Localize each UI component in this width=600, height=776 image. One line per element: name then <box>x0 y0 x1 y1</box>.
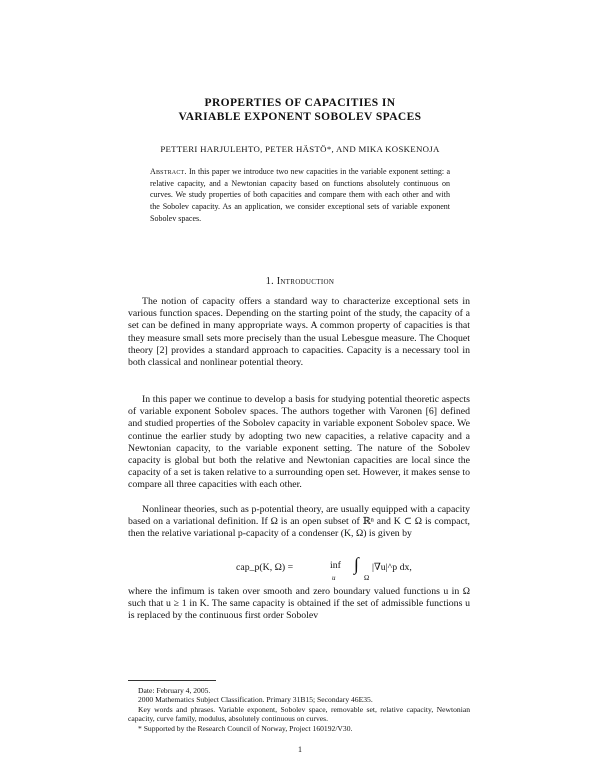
paper-title <box>0 96 600 124</box>
page-number: 1 <box>298 745 302 754</box>
paragraph-text: The notion of capacity offers a standard way to characterize exceptional sets in various function spaces. Depending on the starting point of the study, the capacity of a set can be defined in many appropriate ways. A common property of capacities is that they measure small sets more precisely than the usual Lebesgue measure. The Choquet theory [2] provides a standard approach to capacities. Capacity is a necessary tool in both classical and nonlinear potential theory. <box>128 296 470 369</box>
intro-paragraph-4 <box>128 586 470 623</box>
footnote-keywords: Key words and phrases. Variable exponent, Sobolev space, removable set, relative capacity, Newtonian capacity, curve family, modulus, absolutely continuous on curves. <box>128 704 470 724</box>
abstract-text: In this paper we introduce two new capacities in the variable exponent setting: a relative capacity, and a Newtonian capacity based on functions absolutely continuous on curves. We study properties of both capacities and compare them with each other and with the Sobolev capacity. As an application, we consider exceptional sets of variable exponent Sobolev spaces. <box>150 167 451 223</box>
paragraph-text: In this paper we continue to develop a basis for studying potential theoretic aspects of variable exponent Sobolev spaces. The authors together with Varonen [6] defined and studied properties of the Sobolev capacity in variable exponent Sobolev space. We continue the earlier study by adopting two new capacities, a relative capacity and a Newtonian capacity, to the variable exponent setting. The nature of the Sobolev capacity is global but both the relative and Newtonian capacities are local since the capacity of a set is taken relative to a surrounding open set. However, it makes sense to compare all three capacities with each other. <box>128 394 470 491</box>
intro-paragraph-2 <box>128 394 470 492</box>
intro-paragraph-1 <box>128 296 470 369</box>
integral-subscript: Ω <box>364 574 370 582</box>
author-list: PETTERI HARJULEHTO, PETER HÄSTÖ*, AND MIKA KOSKENOJA <box>160 144 440 154</box>
footnote-rule <box>128 680 216 681</box>
paragraph-text: where the infimum is taken over smooth and zero boundary valued functions u in Ω such that u ≥ 1 in K. The same capacity is obtained if the set of admissible functions u is replaced by the continuous first order Sobolev <box>128 586 470 622</box>
formula-inf: inf <box>330 560 341 571</box>
paragraph-text: Nonlinear theories, such as p-potential theory, are usually equipped with a capacity based on a variational definition. If Ω is an open subset of ℝⁿ and K ⊂ Ω is compact, then the relative variational p-capacity of a condenser (K, Ω) is given by <box>128 504 470 540</box>
abstract-label: Abstract. <box>150 167 187 176</box>
title-line-1: PROPERTIES OF CAPACITIES IN <box>204 97 396 109</box>
section-heading: 1. Introduction <box>265 276 335 287</box>
abstract <box>150 166 450 225</box>
formula-inf-subscript: u <box>332 574 336 582</box>
intro-paragraph-3 <box>128 504 470 541</box>
title-line-2: VARIABLE EXPONENT SOBOLEV SPACES <box>178 111 422 123</box>
capacity-formula <box>236 556 436 582</box>
footnote-date: Date: February 4, 2005. <box>138 686 211 695</box>
footnote-support: * Supported by the Research Council of Norway, Project 160192/V30. <box>138 723 353 733</box>
footnotes <box>128 686 470 733</box>
formula-lhs: cap_p(K, Ω) = <box>236 562 294 573</box>
formula-rhs: |∇u|^p dx, <box>372 562 412 573</box>
integral-sign: ∫ <box>354 554 359 574</box>
footnote-msc: 2000 Mathematics Subject Classification. Primary 31B15; Secondary 46E35. <box>138 695 373 705</box>
